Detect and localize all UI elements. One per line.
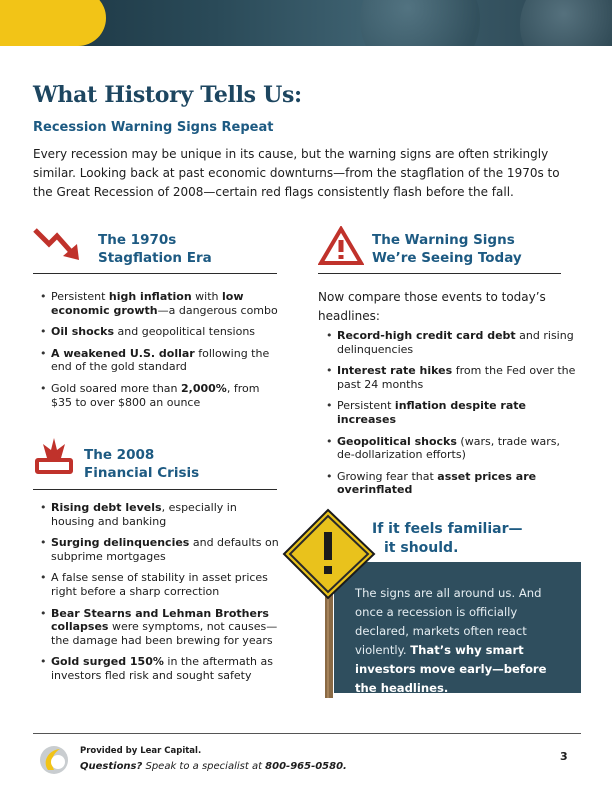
callout-bold: That’s why smart investors move early—before the headlines. xyxy=(355,643,547,695)
list-item: • Interest rate hikes from the Fed over the past 24 months xyxy=(326,364,578,391)
section-2008-heading-line2: Financial Crisis xyxy=(84,465,200,481)
footer-provided-by: Provided by Lear Capital. xyxy=(80,746,202,756)
section-2008-heading xyxy=(84,446,199,482)
footer-divider xyxy=(33,733,581,734)
list-item: • Oil shocks and geopolitical tensions xyxy=(40,325,280,339)
section-1970s-list xyxy=(40,290,280,417)
callout-text xyxy=(355,584,570,698)
footer-phone-link[interactable]: 800-965-0580. xyxy=(265,761,347,772)
footer-questions-label: Questions? xyxy=(80,761,143,772)
page-subtitle: Recession Warning Signs Repeat xyxy=(33,120,274,135)
section-today-heading-line1: The Warning Signs xyxy=(372,232,515,248)
list-item: • Geopolitical shocks (wars, trade wars, de-dollarization efforts) xyxy=(326,435,578,462)
page-title: What History Tells Us: xyxy=(33,82,302,108)
list-item: • Surging delinquencies and defaults on subprime mortgages xyxy=(40,536,280,563)
section-1970s-heading xyxy=(98,231,212,267)
callout-heading-line1: If it feels familiar— xyxy=(372,521,523,537)
list-item: • Record-high credit card debt and rising delinquencies xyxy=(326,329,578,356)
callout-heading xyxy=(372,520,523,558)
section-today-lead: Now compare those events to today’s headlines: xyxy=(318,290,546,323)
footer-questions xyxy=(80,761,347,772)
list-item: • Persistent inflation despite rate increases xyxy=(326,399,578,426)
header-coin-graphic xyxy=(360,0,480,46)
list-item: • A false sense of stability in asset prices right before a sharp correction xyxy=(40,571,280,598)
crisis-alarm-icon xyxy=(33,436,75,478)
list-item: • Bear Stearns and Lehman Brothers collapses were symptoms, not causes—the damage had been brewing for years xyxy=(40,607,280,648)
section-1970s-heading-line2: Stagflation Era xyxy=(98,250,212,266)
section-2008-divider xyxy=(33,489,277,490)
section-today-heading-line2: We’re Seeing Today xyxy=(372,250,522,266)
header-yellow-tab xyxy=(0,0,106,46)
footer-questions-text: Speak to a specialist at xyxy=(142,761,266,772)
list-item: • Persistent high inflation with low economic growth—a dangerous combo xyxy=(40,290,280,317)
section-2008-heading-line1: The 2008 xyxy=(84,447,155,463)
list-item: • Gold soared more than 2,000%, from $35 to over $800 an ounce xyxy=(40,382,280,409)
section-1970s-divider xyxy=(33,273,277,274)
downtrend-arrow-icon xyxy=(33,226,83,262)
warning-triangle-icon xyxy=(318,226,364,266)
section-today-heading xyxy=(372,231,522,267)
lear-capital-logo xyxy=(38,744,70,776)
section-today-divider xyxy=(318,273,561,274)
road-warning-sign-image xyxy=(282,508,378,698)
callout-body: The signs are all around us. And once a recession is officially declared, markets often react violently. xyxy=(355,586,542,657)
list-item: • Rising debt levels, especially in housing and banking xyxy=(40,501,280,528)
section-2008-list xyxy=(40,501,280,691)
list-item: • Gold surged 150% in the aftermath as investors fled risk and sought safety xyxy=(40,655,280,682)
page-number: 3 xyxy=(560,750,568,763)
callout-heading-line2: it should. xyxy=(384,540,459,556)
header-banner xyxy=(0,0,612,46)
list-item: • A weakened U.S. dollar following the end of the gold standard xyxy=(40,347,280,374)
section-1970s-heading-line1: The 1970s xyxy=(98,232,177,248)
header-coin-graphic xyxy=(520,0,612,46)
list-item: • Growing fear that asset prices are overinflated xyxy=(326,470,578,497)
intro-paragraph: Every recession may be unique in its cause, but the warning signs are often strikingly similar. Looking back at past economic downturns—from the stagflation of the 1970s to the Great Recession of 2008—certain red flags consistently flash before the fall. xyxy=(33,147,560,199)
section-today-list xyxy=(326,329,578,505)
